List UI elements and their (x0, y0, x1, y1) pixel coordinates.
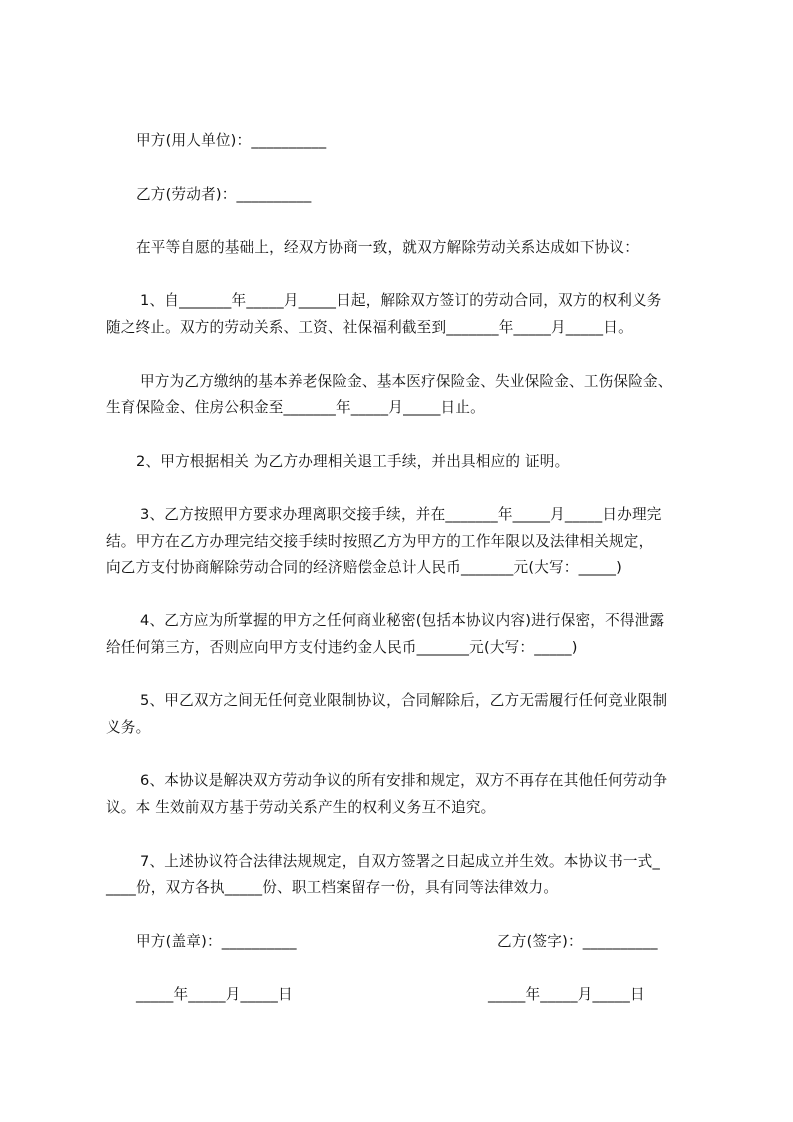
clause-3-line-1: 3、乙方按照甲方要求办理离职交接手续，并在_______年_____月_____日办理完 (140, 506, 662, 523)
party-a-line: 甲方(用人单位)：__________ (136, 132, 327, 149)
clause-4-line-2: 给任何第三方，否则应向甲方支付违约金人民币_______元(大写：_____) (106, 639, 578, 656)
clause-3-line-3: 向乙方支付协商解除劳动合同的经济赔偿金总计人民币_______元(大写：_____) (106, 559, 622, 576)
clause-5-line-2: 义务。 (106, 719, 151, 736)
clause-7-line-1: 7、上述协议符合法律法规规定，自双方签署之日起成立并生效。本协议书一式_ (140, 853, 660, 870)
clause-6-line-1: 6、本协议是解决双方劳动争议的所有安排和规定，双方不再存在其他任何劳动争 (140, 772, 668, 789)
clause-3-line-2: 结。甲方在乙方办理完结交接手续时按照乙方为甲方的工作年限以及法律相关规定， (106, 533, 654, 550)
clause-4-line-1: 4、乙方应为所掌握的甲方之任何商业秘密(包括本协议内容)进行保密，不得泄露 (140, 612, 665, 629)
clause-1b-line-2: 生育保险金、住房公积金至_______年_____月_____日止。 (106, 399, 485, 416)
intro-paragraph: 在平等自愿的基础上，经双方协商一致，就双方解除劳动关系达成如下协议： (136, 239, 639, 256)
party-b-signature: 乙方(签字)：__________ (497, 933, 658, 950)
clause-1-line-2: 随之终止。双方的劳动关系、工资、社保福利截至到_______年_____月_____日。 (106, 319, 633, 336)
party-a-date: _____年_____月_____日 (136, 986, 293, 1003)
clause-7-line-2: ____份，双方各执_____份、职工档案留存一份，具有同等法律效力。 (106, 879, 559, 896)
clause-2-line-1: 2、甲方根据相关 为乙方办理相关退工手续，并出具相应的 证明。 (136, 453, 570, 470)
party-b-date: _____年_____月_____日 (488, 986, 645, 1003)
party-a-signature: 甲方(盖章)：__________ (136, 933, 297, 950)
party-b-line: 乙方(劳动者)：__________ (136, 186, 312, 203)
clause-6-line-2: 议。本 生效前双方基于劳动关系产生的权利义务互不追究。 (106, 799, 496, 816)
clause-1b-line-1: 甲方为乙方缴纳的基本养老保险金、基本医疗保险金、失业保险金、工伤保险金、 (140, 373, 673, 390)
clause-5-line-1: 5、甲乙双方之间无任何竞业限制协议，合同解除后，乙方无需履行任何竞业限制 (140, 692, 668, 709)
clause-1-line-1: 1、自_______年_____月_____日起，解除双方签订的劳动合同，双方的权利义务 (140, 292, 662, 309)
